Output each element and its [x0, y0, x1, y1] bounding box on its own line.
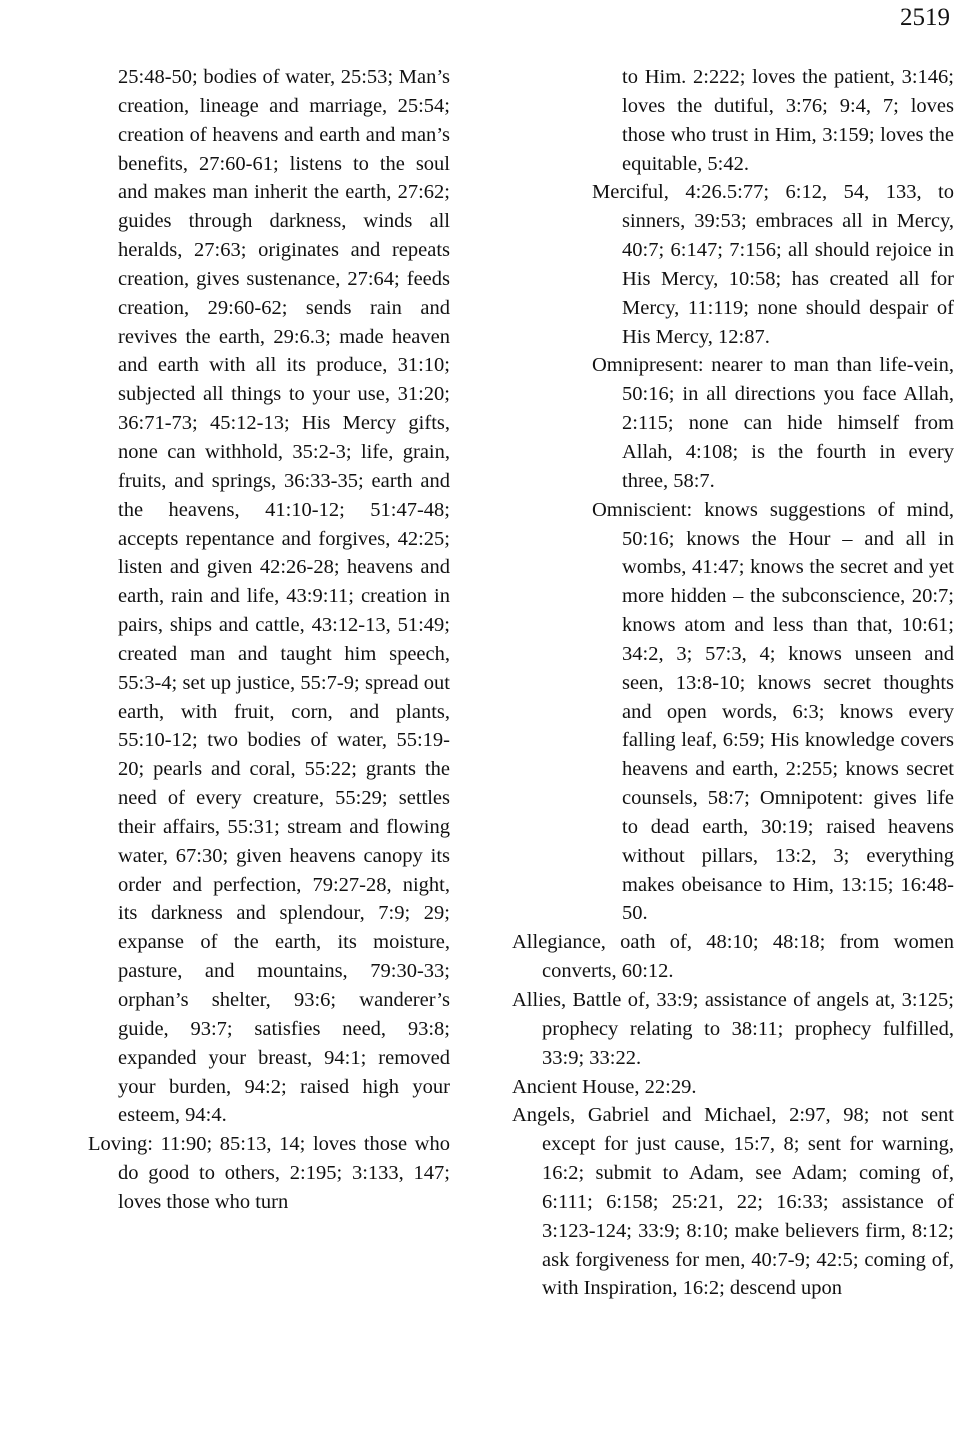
index-entry-angels: Angels, Gabriel and Michael, 2:97, 98; not sent except for just cause, 15:7, 8; sent for warning, 16:2; submit to Adam, see Adam; coming of, 6:111; 6:158; 25:21, 22; 16:33; assistance of 3:123-124; 33:9; 8:10; make believers firm, 8:12; ask forgiveness for men, 40:7-9; 42:5; coming of, with Inspiration, 16:2; descend upon [512, 1104, 954, 1300]
index-entry-loving: Loving: 11:90; 85:13, 14; loves those who do good to others, 2:195; 3:133, 147; loves those who turn [88, 1133, 450, 1213]
index-entry-ancient-house: Ancient House, 22:29. [512, 1075, 697, 1098]
index-entry-allies: Allies, Battle of, 33:9; assistance of angels at, 3:125; prophecy relating to 38:11; prophecy fulfilled, 33:9; 33:22. [512, 989, 954, 1069]
index-entry-omnipresent: Omnipresent: nearer to man than life-vein, 50:16; in all directions you face Allah, 2:115; none can hide himself from Allah, 4:108; is the fourth in every three, 58:7. [592, 354, 954, 492]
left-column [88, 63, 450, 1217]
right-column [512, 63, 954, 1303]
index-entry-continuation: 25:48-50; bodies of water, 25:53; Man’s creation, lineage and marriage, 25:54; creation of heavens and earth and man’s benefits, 27:60-61; listens to the soul and makes man inherit the earth, 27:62; guides through darkness, winds all heralds, 27:63; originates and repeats creation, gives sustenance, 27:64; feeds creation, 29:60-62; sends rain and revives the earth, 29:6.3; made heaven and earth with all its produce, 31:10; subjected all things to your use, 31:20; 36:71-73; 45:12-13; His Mercy gifts, none can withhold, 35:2-3; life, grain, fruits, and springs, 36:33-35; earth and the heavens, 41:10-12; 51:47-48; accepts repentance and forgives, 42:25; listen and given 42:26-28; heavens and earth, rain and life, 43:9:11; creation in pairs, ships and cattle, 43:12-13, 51:49; created man and taught him speech, 55:3-4; set up justice, 55:7-9; spread out earth, with fruit, corn, and plants, 55:10-12; two bodies of water, 55:19-20; pearls and coral, 55:22; grants the need of every creature, 55:29; settles their affairs, 55:31; stream and flowing water, 67:30; given heavens canopy its order and perfection, 79:27-28, night, its darkness and splendour, 7:9; 29; expanse of the earth, its moisture, pasture, and mountains, 79:30-33; orphan’s shelter, 93:6; wanderer’s guide, 93:7; satisfies need, 93:8; expanded your breast, 94:1; removed your burden, 94:2; raised high your esteem, 94:4. [118, 66, 450, 1127]
index-entry-loving-continuation: to Him. 2:222; loves the patient, 3:146; loves the dutiful, 3:76; 9:4, 7; loves those who trust in Him, 3:159; loves the equitable, 5:42. [622, 66, 954, 175]
index-entry-allegiance: Allegiance, oath of, 48:10; 48:18; from women converts, 60:12. [512, 931, 954, 983]
index-entry-merciful: Merciful, 4:26.5:77; 6:12, 54, 133, to sinners, 39:53; embraces all in Mercy, 40:7; 6:147; 7:156; all should rejoice in His Mercy, 10:58; has created all for Mercy, 11:119; none should despair of His Mercy, 12:87. [592, 181, 954, 348]
page-number: 2519 [900, 4, 950, 31]
index-entry-omniscient: Omniscient: knows suggestions of mind, 50:16; knows the Hour – and all in wombs, 41:47; knows the secret and yet more hidden – the subconscience, 20:7; knows atom and less than that, 10:61; 34:2, 3; 57:3, 4; knows unseen and seen, 13:8-10; knows secret thoughts and open words, 6:3; knows every falling leaf, 6:59; His knowledge covers heavens and earth, 2:255; knows secret counsels, 58:7; Omnipotent: gives life to dead earth, 30:19; raised heavens without pillars, 13:2, 3; everything makes obeisance to Him, 13:15; 16:48-50. [592, 498, 954, 925]
